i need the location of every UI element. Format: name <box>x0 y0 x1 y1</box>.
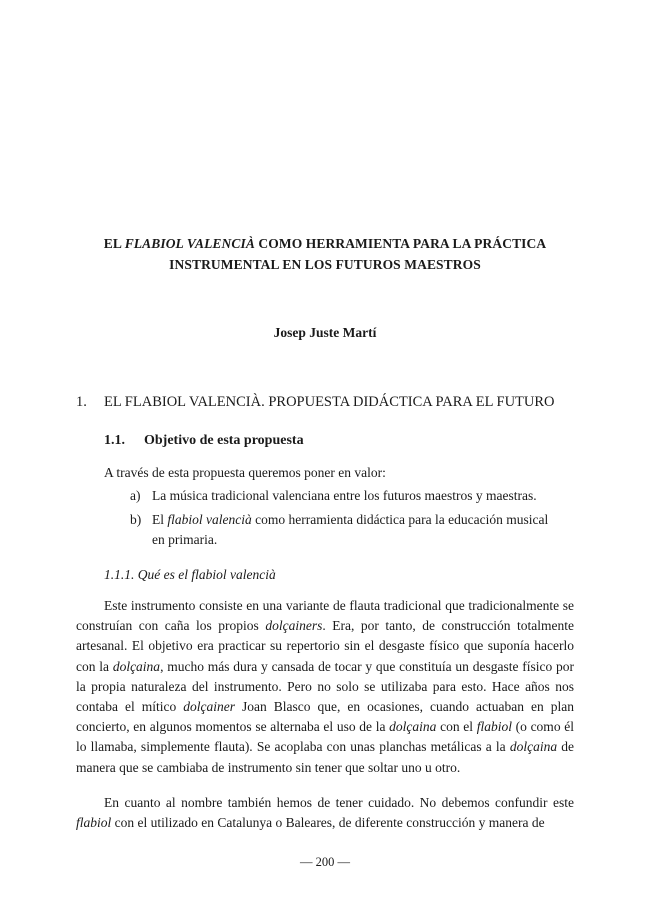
list-label-a: a) <box>130 488 141 503</box>
intro-text: A través de esta propuesta queremos poner en valor: <box>104 465 386 480</box>
para1-italic-1: dolçainers <box>265 618 323 634</box>
author-name: Josep Juste Martí <box>273 325 377 340</box>
section-heading <box>76 394 555 411</box>
para1-text-7: de manera que se cambiaba de instrumento sin tener que soltar uno u otro. <box>76 739 574 775</box>
para1-text-3: , mucho más dura y cansada de tocar y que constituía un desgaste físico por la propia naturaleza del instrumento. Pero no solo se utilizaba para esto. Hace años nos contaba el mítico <box>76 658 574 715</box>
page-number: — 200 — <box>300 855 350 869</box>
subsection-heading <box>104 433 304 449</box>
list-text-a: La música tradicional valenciana entre los futuros maestros y maestras. <box>152 488 537 503</box>
list-item-b <box>130 510 576 550</box>
title-text-pre: EL <box>103 236 125 251</box>
subsubsection-heading: 1.1.1. Qué es el flabiol valencià <box>104 567 276 582</box>
list-text-b-post: como herramienta didáctica para la educación musical <box>251 512 549 527</box>
list-text-b-continuation: en primaria. <box>152 532 218 547</box>
para2-text-1: En cuanto al nombre también hemos de tener cuidado. No debemos confundir este <box>104 795 574 810</box>
para1-italic-2: dolçaina <box>112 658 161 674</box>
section-number: 1. <box>76 394 87 410</box>
para1-italic-5: flabiol <box>476 719 512 735</box>
list-label-b: b) <box>130 512 142 527</box>
para1-italic-3: dolçainer <box>183 699 235 715</box>
list-text-b-pre: El <box>152 512 168 527</box>
section-title: EL FLABIOL VALENCIÀ. PROPUESTA DIDÁCTICA PARA EL FUTURO <box>104 394 555 410</box>
para1-text-5: con el <box>436 719 477 735</box>
para1-italic-4: dolçaina <box>389 719 437 735</box>
para2-italic-1: flabiol <box>76 815 112 831</box>
chapter-title <box>60 233 590 275</box>
para1-italic-6: dolçaina <box>509 739 558 755</box>
para1-text-6: (o como él lo llamaba, simplemente flauta). Se acoplaba con unas planchas metálicas a la <box>76 719 574 755</box>
subsection-number: 1.1. <box>104 433 125 448</box>
para1-text-1: Este instrumento consiste en una variante de flauta tradicional que tradicionalmente se construían con caña los propios <box>76 598 574 634</box>
title-text-post: COMO HERRAMIENTA PARA LA PRÁCTICA <box>254 236 547 251</box>
para1-text-4: Joan Blasco que, en ocasiones, cuando actuaban en plan concierto, en algunos momentos se alternaba el uso de la <box>76 699 574 735</box>
list-item-a <box>130 486 576 506</box>
paragraph-2 <box>76 793 574 833</box>
para1-text-2: . Era, por tanto, de construcción totalmente artesanal. El objetivo era practicar su repertorio sin el desgaste físico que suponía hacerlo con la <box>76 618 575 674</box>
title-text-italic: FLABIOL VALENCIÀ <box>124 236 255 251</box>
para2-text-2: con el utilizado en Catalunya o Baleares, de diferente construcción y manera de <box>111 815 545 831</box>
list-text-b-italic: flabiol valencià <box>167 512 252 527</box>
paragraph-1 <box>76 596 574 778</box>
chapter-title-line-1 <box>60 233 590 254</box>
subsection-title: Objetivo de esta propuesta <box>144 433 304 448</box>
chapter-title-line-2: INSTRUMENTAL EN LOS FUTUROS MAESTROS <box>169 257 481 272</box>
